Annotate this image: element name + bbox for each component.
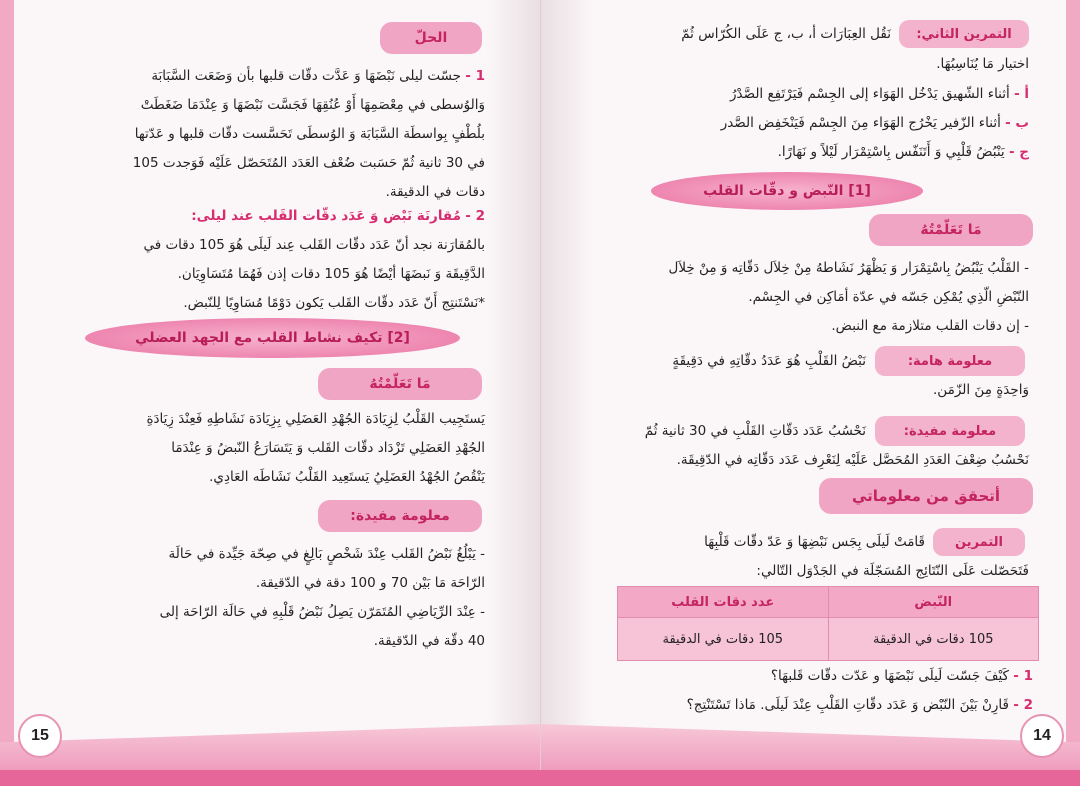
page-number-left: 15 [18, 714, 62, 758]
exercise2-item: ب - أثناء الزّفير يَخْرُج الهَوَاء مِنَ الجِسْم فَيَنْخَفِض الصَّدر [720, 115, 1029, 131]
left-page [0, 0, 541, 770]
table-cell: 105 دقات في الدقيقة [828, 618, 1039, 661]
instruction-line: اختيار مَا يُنَاسِبُهَا. [936, 56, 1029, 72]
answer1-line: في 30 ثانية ثُمّ حَسَبت ضُعْف العَدَد المُتَحَصّل عَلَيْه فَوَجدت 105 [132, 155, 485, 171]
useful-text-left [30, 540, 485, 656]
learned-line: النّبْضِ الّذِي يُمْكِن جَسّه في عدّة أمَاكِن في الجِسْم. [748, 289, 1029, 305]
useful-line: نَحْسُبُ عَدَد دَقّاتِ القَلْبِ في 30 ثانية ثُمّ [644, 423, 866, 439]
learned-text-left [30, 405, 485, 492]
useful-info-heading-left: معلومة مفيدة: [318, 500, 482, 532]
important-line: نَبْضُ القَلْبِ هُوَ عَدَدُ دقّاتِهِ في دَقِيقَةٍ [672, 353, 866, 369]
learned-heading-right: مَا تَعَلّمْتُهُ [869, 214, 1033, 246]
table-header-row [618, 587, 1039, 618]
section1-banner: [1] النّبض و دقّات القلب [651, 172, 923, 210]
table-row [618, 618, 1039, 661]
important-info-text-2 [561, 376, 1029, 405]
useful-line: 40 دقّة في الدّقيقة. [373, 633, 485, 649]
learned-line: - إن دقات القلب متلازمة مع النبض. [831, 318, 1029, 334]
answer1-line: جسّت ليلى نَبْضَهَا وَ عَدَّت دقّات قلبها بأن وَضَعَت السَّبَابَة [151, 68, 461, 84]
verify-heading: أتحقق من معلوماتي [819, 478, 1033, 514]
useful-info-tag: معلومة مفيدة: [875, 416, 1025, 446]
answer2-line: *نَسْتَنتِج أَنّ عَدَد دقّات القَلب يَكون دَوْمًا مُسَاوِيًا لِلنّبض. [183, 295, 485, 311]
learned-text-right [561, 254, 1029, 341]
learned-line: الجُهْدِ العَضَلِي تَزْدَاد دقّات القَلب وَ يَتَسَارَعُ النّبضُ وَ عِنْدَمَا [171, 440, 485, 456]
important-info-text [561, 347, 866, 376]
useful-line: الرّاحَة مَا بَيْن 70 و 100 دقة في الدّقيقة. [255, 575, 485, 591]
exercise-line: قَامَتْ لَيلَى بِجَس نَبْضِهَا وَ عَدّ دقّات قَلْبِهَا [704, 534, 925, 550]
important-info-tag: معلومة هامة: [875, 346, 1025, 376]
section2-banner: [2] تكيف نشاط القلب مع الجهد العضلي [85, 318, 460, 358]
useful-line: نَحْسُبُ ضِعْفَ العَدَدِ المُحَصَّل عَلَيْه لِنَعْرِف عَدَد دَقّاتِه في الدّقِيقَة. [676, 452, 1029, 468]
exercise2-tag: التمرين الثاني: [899, 20, 1029, 48]
answer1-block [30, 62, 485, 207]
exercise2-instruction-2 [561, 50, 1029, 79]
results-table [617, 586, 1039, 661]
table-header: النّبض [828, 587, 1039, 618]
page-number-right: 14 [1020, 714, 1064, 758]
exercise-text-2 [561, 557, 1029, 586]
table-header: عدد دقات القلب [618, 587, 829, 618]
answer2-line: بالمُقارَنة نجد أنّ عَدَد دقّات القَلب عِند لَيلَى هُوَ 105 دقات في [143, 237, 485, 253]
answer2-line: الدَّقِيقَة وَ نَبضَهَا أيْضًا هُوَ 105 دقات إذن فَهُمَا مُتَسَاوِيَان. [177, 266, 485, 282]
answer1-line: وَالوُسطى في مِعْصَمِهَا أَوْ عُنُقِهَا فَجَسَّت نَبْضَهَا وَ عِنْدَمَا ضَغَطَتْ [140, 97, 485, 113]
table-cell: 105 دقات في الدقيقة [618, 618, 829, 661]
learned-heading-left: مَا تَعَلّمْتُهُ [318, 368, 482, 400]
learned-line: يَنْقُصُ الجُهْدُ العَضَلِيُ يَستَعِيد القَلْبُ نَشَاطَه العَادِي. [209, 469, 485, 485]
exercise2-instruction [561, 20, 891, 49]
exercise2-item: أ - أثناء الشّهيق يَدْخُل الهَوَاء إلى الجِسْم فَيَرْتَفِع الصَّدْرُ [730, 86, 1029, 102]
exercise-questions [561, 662, 1033, 720]
right-page [541, 0, 1080, 770]
answer2-heading: مُقارنَة نَبْض وَ عَدَد دقّات القَلب عند ليلى: [191, 208, 461, 224]
answer1-number: 1 - [465, 68, 485, 84]
useful-line: - يَبْلُغُ نَبْضُ القَلب عِنْدَ شَخْصٍ بَالِغٍ في صِحّة جَيِّدة في حَالَة [168, 546, 485, 562]
useful-info-text [561, 417, 866, 446]
answer1-line: دقات في الدقيقة. [385, 184, 485, 200]
useful-line: - عِنْدَ الرِّيَاضِي المُتَمَرّن يَصِلُ نَبْضُ قَلْبِهِ في حَالَة الرّاحَة إلى [159, 604, 485, 620]
exercise-line: فَتَحَصّلت عَلَى النّتَائِج المُسَجّلَة في الجَدْوَل التّالي: [756, 563, 1029, 579]
learned-line: يَستَجِيب القَلْبُ لِزِيَادَة الجُهْدِ العَضَلِي بِزِيَادَة نَشَاطِهِ فَعِنْدَ زِيَادَةِ [146, 411, 485, 427]
answer1-line: بلُطْفٍ بِواسطَة السَّبَابَة وَ الوُسطَى تَحَسَّست دقّات قلبها و عَدّتها [134, 126, 485, 142]
useful-info-text-2 [561, 446, 1029, 475]
exercise-tag: التمرين [933, 528, 1025, 556]
answer2-block [30, 202, 485, 318]
answer2-number: 2 - [465, 208, 485, 224]
instruction-line: نَقُل العِبَارَات أ، ب، ج عَلَى الكُرّاس ثُمّ [681, 26, 891, 42]
exercise2-items [561, 80, 1029, 167]
important-line: وَاحِدَةٍ مِنَ الزّمَن. [933, 382, 1029, 398]
question-item: 1 - كَيْفَ جَسّت لَيلَى نَبْضَهَا و عَدّت دقّات قَلبهَا؟ [770, 668, 1033, 684]
learned-line: - القَلْبُ يَنْبُضُ بِاسْتِمْرَار وَ يَظْهَرُ نَشَاطهُ مِنْ خِلاَل دَقّاتِه وَ مِنْ خِلاَل [668, 260, 1029, 276]
question-item: 2 - قَارِنْ بَيْنَ النّبْض وَ عَدَد دقّاتِ القَلْبِ عِنْدَ لَيلَى. مَاذا تَسْتَنْتِج؟ [686, 697, 1033, 713]
exercise-text [561, 528, 925, 557]
exercise2-item: ج - يَنْبُضُ قَلْبِي وَ أَتَنَفّس بِاسْتِمْرَار لَيْلاً و نَهَارًا. [777, 144, 1029, 160]
solution-heading: الحلّ [380, 22, 482, 54]
